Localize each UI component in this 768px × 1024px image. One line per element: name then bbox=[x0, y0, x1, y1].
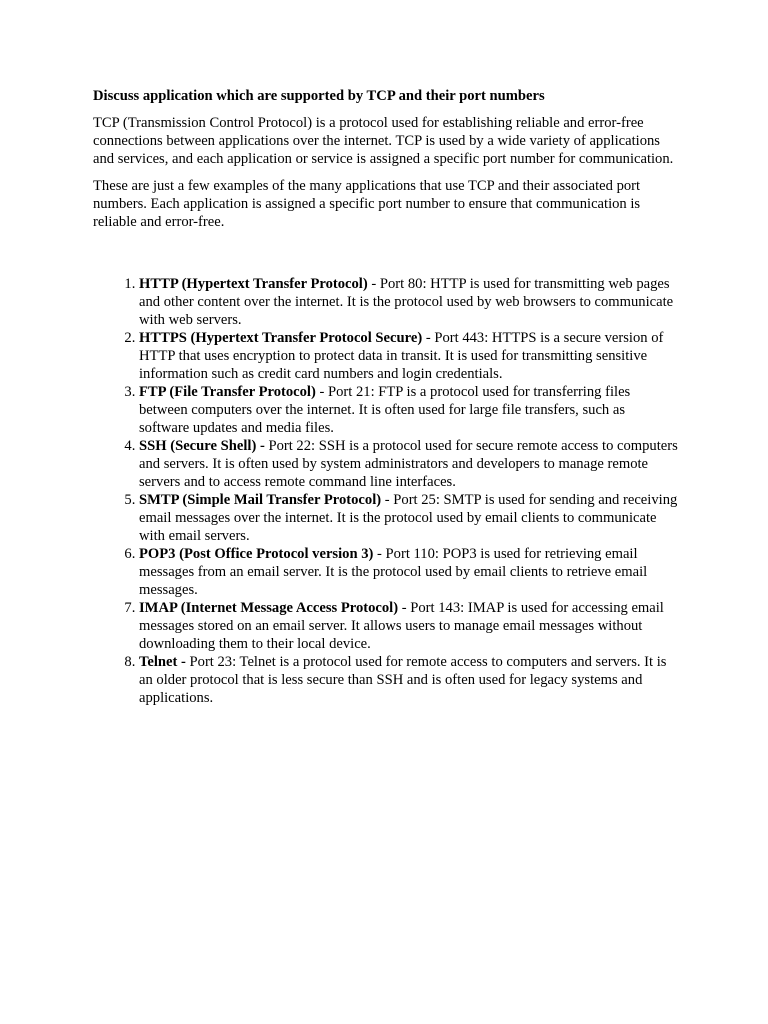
list-item-description: Port 22: SSH is a protocol used for secure remote access to computers and servers. It is often used by system administrators and developers to manage remote servers and to access remote command line interfaces. bbox=[139, 438, 678, 490]
list-item-name: SSH (Secure Shell) - bbox=[139, 438, 265, 454]
list-item-description: Port 23: Telnet is a protocol used for remote access to computers and servers. It is an older protocol that is less secure than SSH and is often used for legacy systems and applications. bbox=[139, 654, 667, 706]
list-item-http bbox=[139, 275, 678, 329]
list-item-name: Telnet - bbox=[139, 654, 186, 670]
list-item-name: IMAP (Internet Message Access Protocol) bbox=[139, 600, 399, 616]
list-item-description: - Port 143: IMAP is used for accessing email messages stored on an email server. It allows users to manage email messages without downloading them to their local device. bbox=[139, 600, 664, 652]
list-item-name: SMTP (Simple Mail Transfer Protocol) bbox=[139, 492, 382, 508]
list-item-description: - Port 443: HTTPS is a secure version of HTTP that uses encryption to protect data in transit. It is used for transmitting sensitive information such as credit card numbers and login credentials. bbox=[139, 330, 664, 382]
list-item-name: HTTP (Hypertext Transfer Protocol) bbox=[139, 276, 368, 292]
document-title: Discuss application which are supported by TCP and their port numbers bbox=[93, 88, 545, 104]
blank-line bbox=[93, 240, 678, 275]
list-item-description: - Port 80: HTTP is used for transmitting web pages and other content over the internet. It is the protocol used by web browsers to communicate with web servers. bbox=[139, 276, 674, 328]
list-item-telnet bbox=[139, 653, 678, 707]
list-item-description: - Port 110: POP3 is used for retrieving email messages from an email server. It is the protocol used by email clients to retrieve email messages. bbox=[139, 546, 648, 598]
list-item-https bbox=[139, 329, 678, 383]
list-item-description: - Port 21: FTP is a protocol used for transferring files between computers over the internet. It is often used for large file transfers, such as software updates and media files. bbox=[139, 384, 631, 436]
list-item-ftp bbox=[139, 383, 678, 437]
document-body bbox=[93, 87, 678, 707]
list-item-name: POP3 (Post Office Protocol version 3) bbox=[139, 546, 374, 562]
list-item-smtp bbox=[139, 491, 678, 545]
application-list bbox=[93, 275, 678, 707]
list-item-ssh bbox=[139, 437, 678, 491]
summary-paragraph: These are just a few examples of the many applications that use TCP and their associated port numbers. Each application is assigned a specific port number to ensure that communication is reliable and error-free. bbox=[93, 178, 641, 230]
list-item-imap bbox=[139, 599, 678, 653]
list-item-name: HTTPS (Hypertext Transfer Protocol Secure) bbox=[139, 330, 423, 346]
intro-paragraph: TCP (Transmission Control Protocol) is a protocol used for establishing reliable and error-free connections between applications over the internet. TCP is used by a wide variety of applications and services, and each application or service is assigned a specific port number for communication. bbox=[93, 115, 674, 167]
list-item-pop3 bbox=[139, 545, 678, 599]
list-item-description: - Port 25: SMTP is used for sending and receiving email messages over the internet. It is the protocol used by email clients to communicate with email servers. bbox=[139, 492, 678, 544]
list-item-name: FTP (File Transfer Protocol) bbox=[139, 384, 316, 400]
